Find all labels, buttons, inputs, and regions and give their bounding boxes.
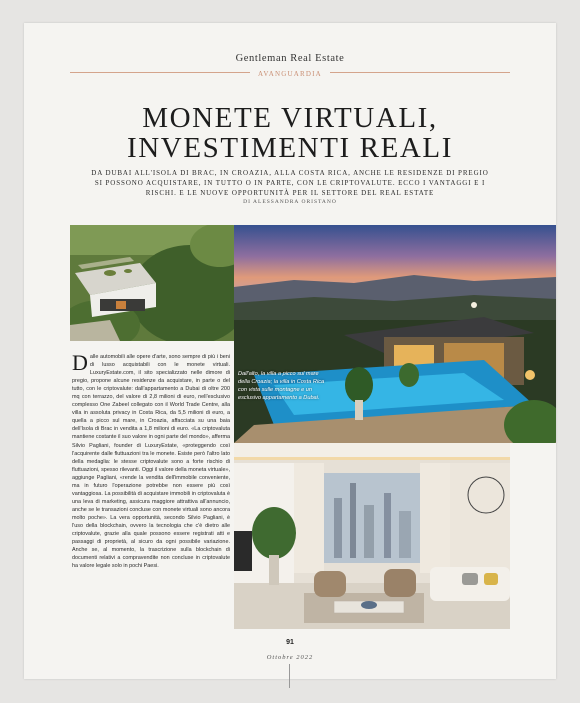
photo-caption: Dall'alto, la villa a picco sul mare della Croazia; la villa in Costa Rica con vista sulle montagne e un esclusivo appartamento a Dubai. bbox=[238, 371, 325, 401]
croatia-villa-image bbox=[70, 225, 234, 341]
photo-costa-rica-villa bbox=[234, 225, 556, 443]
costa-rica-villa-image bbox=[234, 225, 556, 443]
article-body bbox=[72, 350, 230, 570]
footer-divider bbox=[289, 664, 290, 688]
article-deck: DA DUBAI ALL'ISOLA DI BRAC, IN CROAZIA, ALLA COSTA RICA, ANCHE LE RESIDENZE DI PREGIO SI POSSONO ACQUISTARE, IN TUTTO O IN PARTE, CON LE CRIPTOVALUTE. ECCO I VANTAGGI E I RISCHI. E LE NUOVE OPPORTUNITÀ PER IL SETTORE DEL REAL ESTATE bbox=[91, 169, 489, 197]
magazine-page bbox=[24, 23, 556, 679]
title-line-2: INVESTIMENTI REALI bbox=[127, 132, 453, 164]
photo-dubai-apartment bbox=[234, 443, 510, 629]
photo-croatia-villa bbox=[70, 225, 234, 341]
magazine-name: Gentleman Real Estate bbox=[235, 53, 345, 64]
article-byline: DI ALESSANDRA ORISTANO bbox=[243, 199, 337, 205]
section-label: AVANGUARDIA bbox=[258, 70, 322, 78]
dubai-apartment-image bbox=[234, 443, 510, 629]
page-number: 91 bbox=[286, 639, 294, 646]
article-body-text: alle automobili alle opere d'arte, sono sempre di più i beni di lusso acquistabili con le monete virtuali. LuxuryEstate.com, il sito specializzato nelle dimore di pregio, propone alcune residenze da acquistare, in parte o del tutto, con le criptovalute: dall'appartamento a Dubai di oltre 200 mq con terrazzo, del valore di 2,8 milioni di euro, nell'esclusivo complesso One Zabeel collegato con il World Trade Centre, alla villa in assoluta privacy in Costa Rica, da 5,5 milioni di euro, a quella a picco sul mare, in Croazia, affacciata su una baia dell'Isola di Brac in vendita a 1,8 milioni di euro. «La criptovaluta mantiene costante il suo valore in ogni parte del mondo», afferma Silvio Pagliani, founder di LuxuryEstate, «proteggendo così l'acquirente dalle fluttuazioni tra le monete. Esiste però l'altro lato della medaglia: le stesse criptovalute sono a forte rischio di fluttuazioni, spesso rilevanti. Oggi il valore della moneta virtuale», aggiunge Pagliani, «rende la vendita dell'immobile conveniente, ma in futuro l'operazione potrebbe non essere più così vantaggiosa. La possibilità di acquistare immobili in criptovaluta è una leva di marketing, assicura maggiore attrattiva all'annuncio, anche se le transazioni concluse con monete virtuali sono ancora molto poche». La vera opportunità, secondo Silvio Pagliani, è l'uso della blockchain, ovvero la tecnologia che c'è dietro alle criptovalute, grazie alla quale possono essere registrati atti e passaggi di proprietà, al sicuro da ogni possibile variazione. Anche se, al momento, la trascrizione sulla blockchain di documenti relativi a compravendite non concluse in criptovalute ha valore legale solo in pochi Paesi. bbox=[72, 354, 230, 570]
drop-cap: D bbox=[72, 350, 88, 375]
issue-date: Ottobre 2022 bbox=[266, 654, 314, 661]
title-line-1: MONETE VIRTUALI, bbox=[142, 102, 438, 134]
article-title bbox=[24, 103, 556, 163]
